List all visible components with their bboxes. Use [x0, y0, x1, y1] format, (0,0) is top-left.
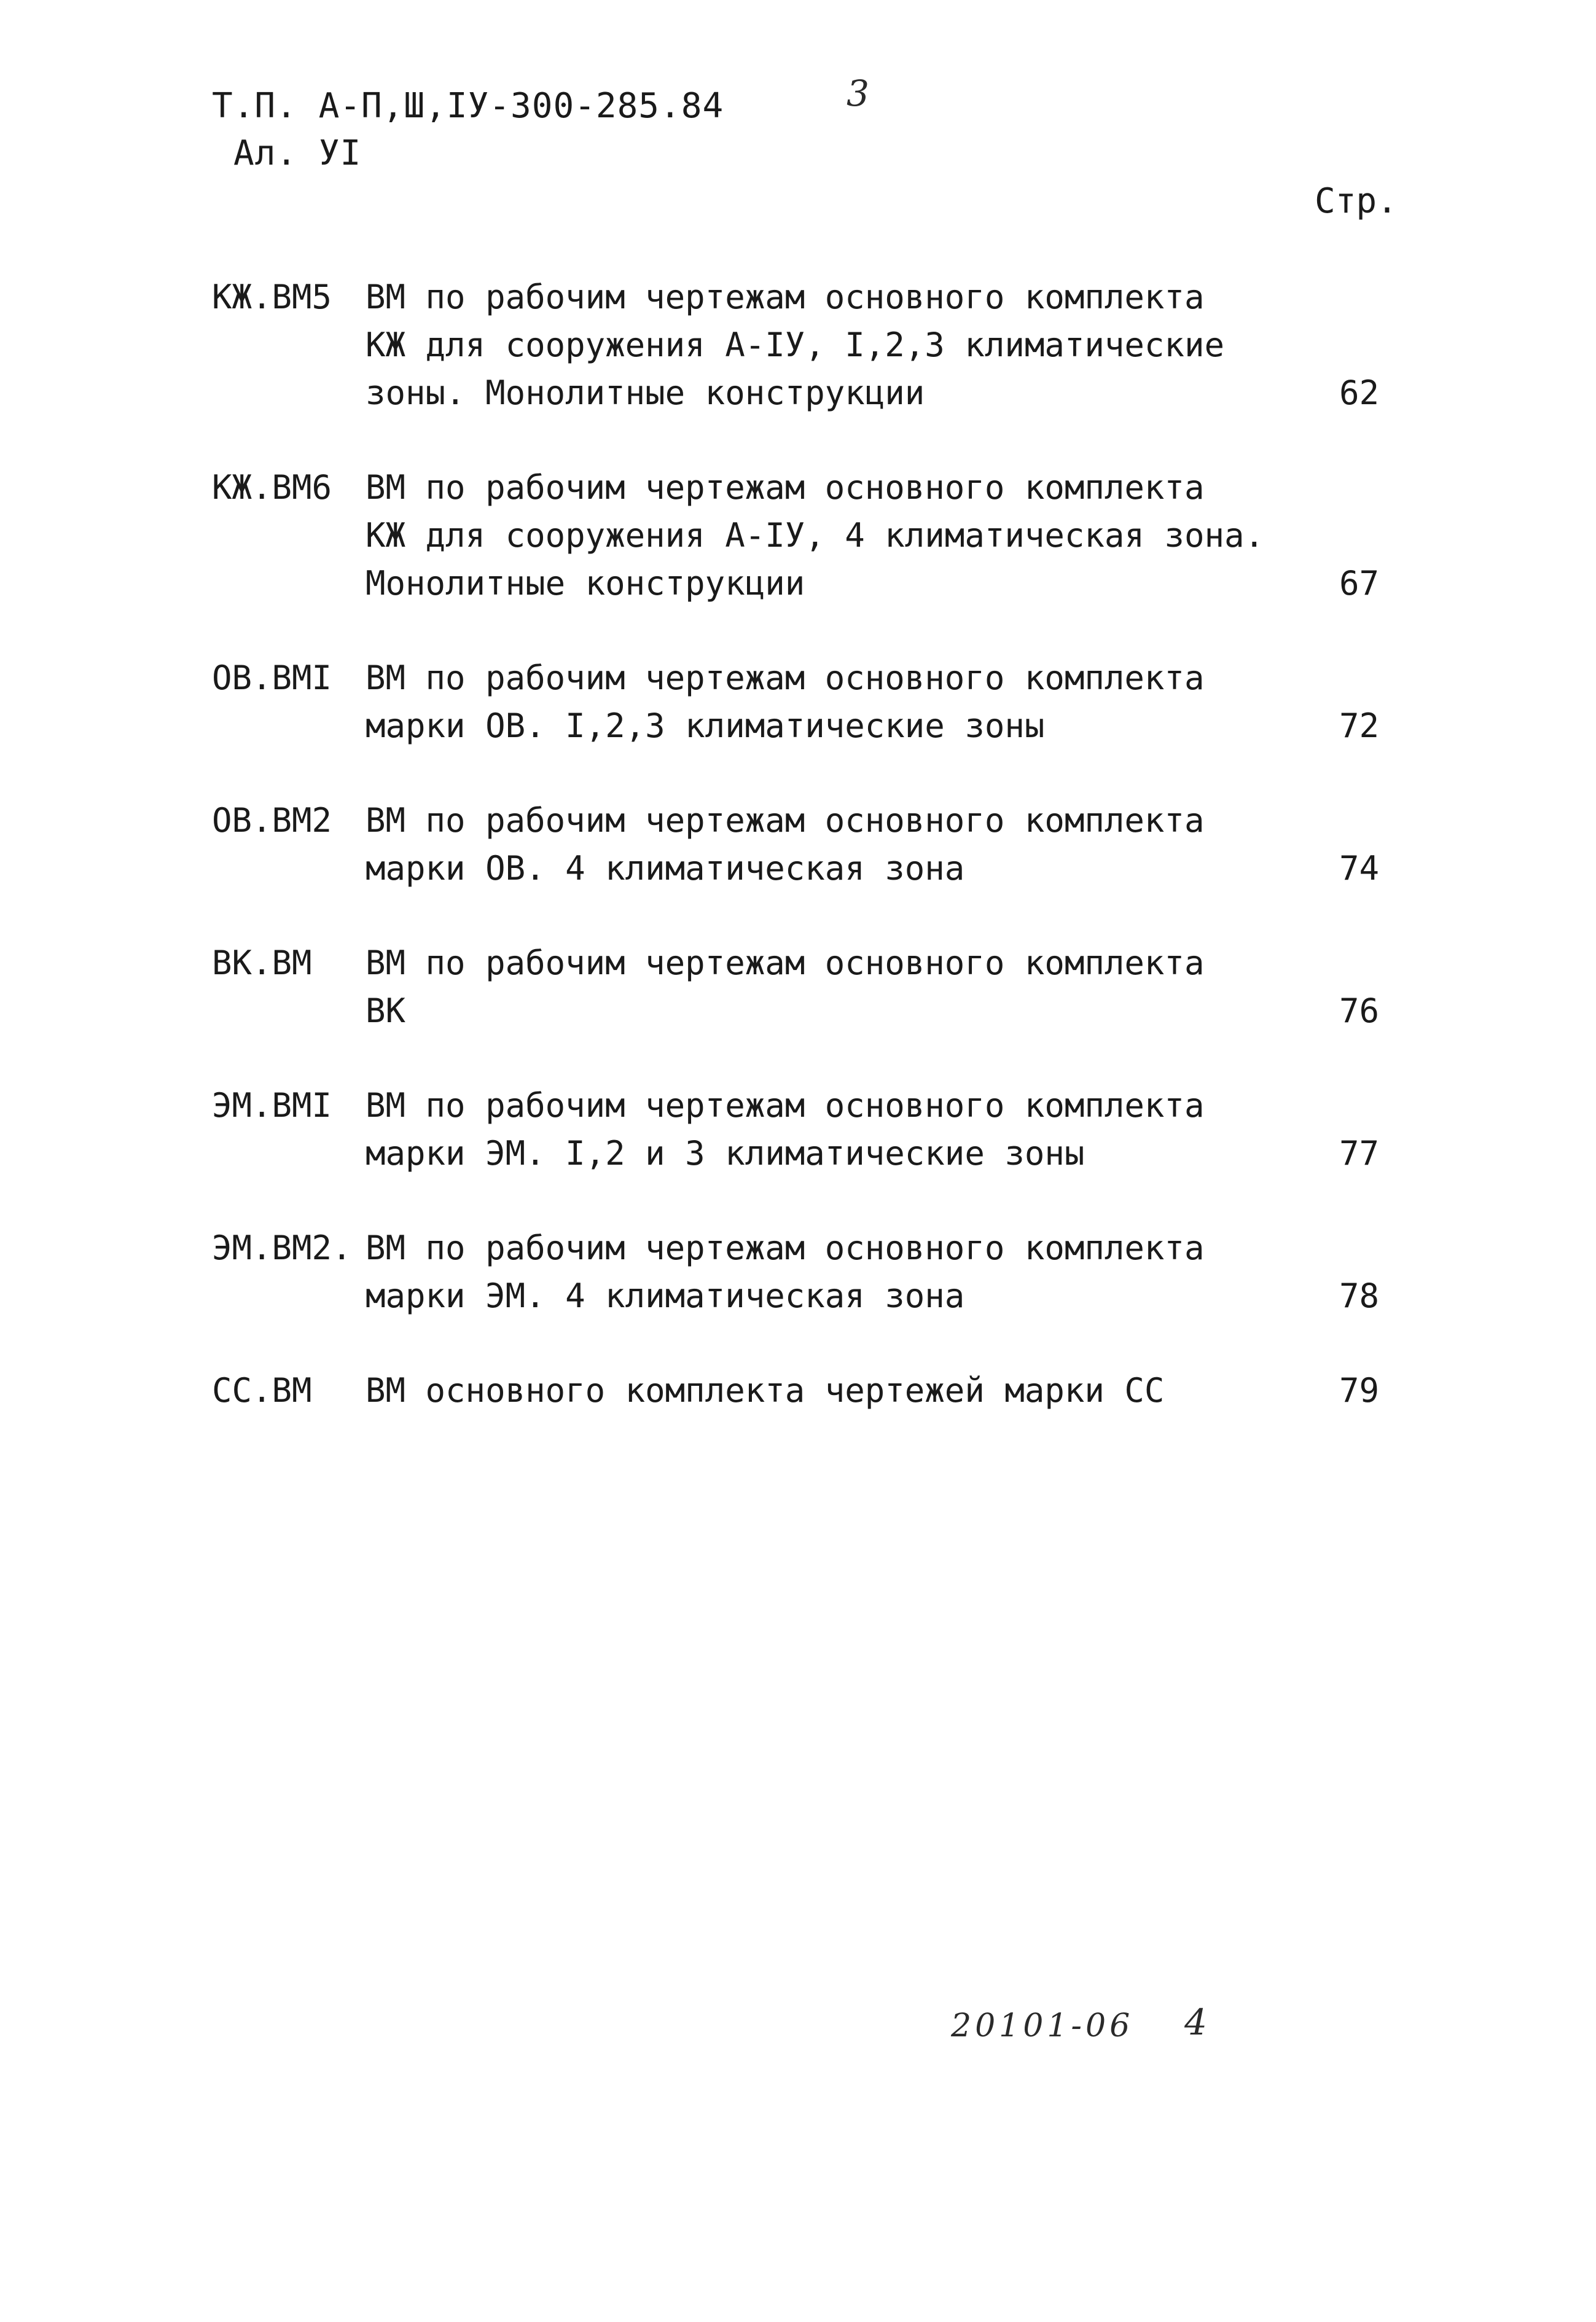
handwritten-sheet-mark: 4: [1184, 2001, 1207, 2043]
entry-page: 67: [1339, 564, 1379, 603]
entry-page: 76: [1339, 991, 1379, 1030]
album-number: Ал. УI: [233, 133, 362, 173]
entry-description: ВМ по рабочим чертежам основного комплекта КЖ для сооружения А-IУ, 4 климатическая зона. Монолитные конструкции: [366, 468, 1264, 603]
entry-page: 78: [1339, 1276, 1379, 1315]
entry-code: ОВ.ВМ2: [212, 801, 332, 840]
contents-entry: [212, 797, 1379, 893]
contents-list: [212, 273, 1379, 1461]
page-column-header: Стр.: [1315, 181, 1398, 221]
entry-description: ВМ по рабочим чертежам основного комплекта ВК: [366, 944, 1205, 1030]
contents-entry: [212, 654, 1379, 750]
contents-entry: [212, 1082, 1379, 1178]
contents-entry: [212, 1367, 1379, 1415]
entry-code: КЖ.ВМ6: [212, 468, 332, 507]
entry-description: ВМ основного комплекта чертежей марки СС: [366, 1371, 1165, 1410]
entry-description: ВМ по рабочим чертежам основного комплекта марки ОВ. I,2,3 климатические зоны: [366, 659, 1205, 745]
handwritten-archive-code: 20101-06: [951, 2007, 1134, 2044]
entry-description: ВМ по рабочим чертежам основного комплекта марки ЭМ. 4 климатическая зона: [366, 1229, 1205, 1315]
contents-entry: [212, 939, 1379, 1035]
entry-description: ВМ по рабочим чертежам основного комплекта марки ЭМ. I,2 и 3 климатические зоны: [366, 1086, 1205, 1173]
entry-page: 77: [1339, 1134, 1379, 1173]
document-code: Т.П. А-П,Ш,IУ-300-285.84: [212, 86, 724, 126]
contents-entry: [212, 1224, 1379, 1320]
entry-code: КЖ.ВМ5: [212, 278, 332, 316]
entry-code: ВК.ВМ: [212, 944, 312, 982]
entry-code: ЭМ.ВМI: [212, 1086, 332, 1125]
entry-description: ВМ по рабочим чертежам основного комплекта КЖ для сооружения А-IУ, I,2,3 климатические зоны. Монолитные конструкции: [366, 278, 1224, 412]
handwritten-page-number: 3: [847, 72, 869, 114]
entry-page: 79: [1339, 1371, 1379, 1410]
contents-entry: [212, 464, 1379, 608]
entry-code: СС.ВМ: [212, 1371, 312, 1410]
entry-code: ЭМ.ВМ2.: [212, 1229, 352, 1267]
entry-page: 74: [1339, 849, 1379, 888]
entry-page: 72: [1339, 706, 1379, 745]
entry-code: ОВ.ВМI: [212, 659, 332, 697]
contents-entry: [212, 273, 1379, 417]
entry-page: 62: [1339, 373, 1379, 412]
entry-description: ВМ по рабочим чертежам основного комплекта марки ОВ. 4 климатическая зона: [366, 801, 1205, 888]
